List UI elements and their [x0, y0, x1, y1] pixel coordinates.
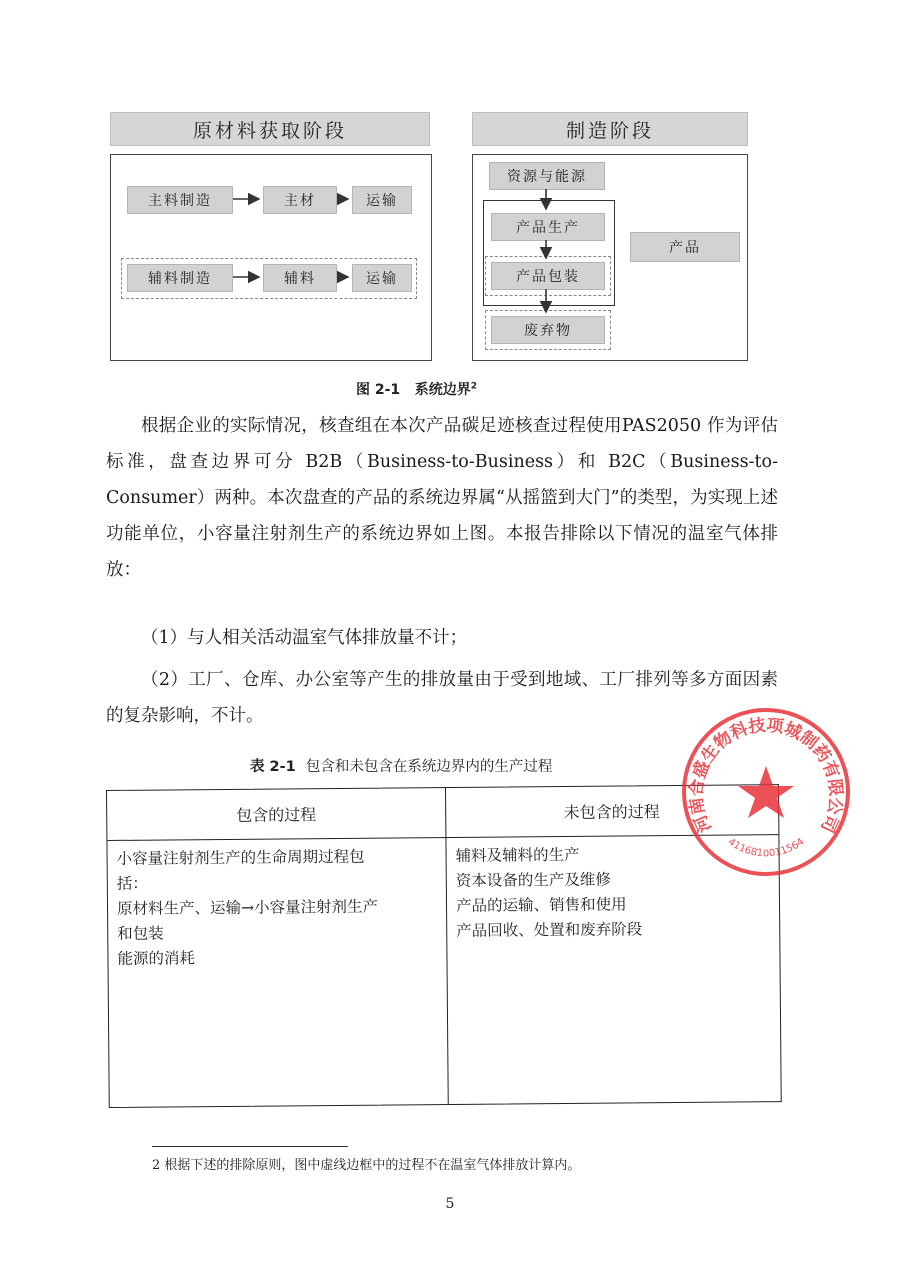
- raw-transport-box-2: 运输: [352, 264, 412, 292]
- table-caption: [250, 755, 552, 776]
- main-material-box: 主材: [263, 186, 337, 214]
- seal-star-icon: [738, 766, 794, 818]
- company-seal-stamp: [678, 704, 854, 880]
- seal-company-name: 河南合盛生物科技项城制药有限公司: [686, 715, 846, 836]
- product-packaging-box: 产品包装: [491, 262, 605, 290]
- excluded-line: 资本设备的生产及维修: [455, 870, 611, 890]
- figure-caption-text: 系统边界: [414, 382, 471, 398]
- included-line: 原材料生产、运输→小容量注射剂生产: [116, 897, 379, 918]
- included-line: 和包装: [117, 924, 164, 943]
- product-output-box: 产品: [630, 232, 740, 262]
- excluded-line: 产品的运输、销售和使用: [455, 895, 627, 915]
- included-line: 小容量注射剂生产的生命周期过程包: [116, 847, 365, 868]
- footnote-number: 2: [152, 1158, 161, 1173]
- footnote-rule: [152, 1146, 348, 1147]
- figure-arrows: [0, 0, 900, 400]
- raw-material-stage-title: 原材料获取阶段: [110, 112, 430, 146]
- product-production-box: 产品生产: [491, 213, 605, 241]
- resources-energy-box: 资源与能源: [489, 162, 605, 190]
- exclusion-item-2: （2）工厂、仓库、办公室等产生的排放量由于受到地域、工厂排列等多方面因素的复杂影响，不计。: [106, 670, 778, 726]
- footnote: [152, 1154, 580, 1173]
- excluded-line: 产品回收、处置和废弃阶段: [456, 920, 643, 940]
- table-caption-text: 包含和未包含在系统边界内的生产过程: [305, 759, 553, 775]
- raw-transport-box-1: 运输: [352, 186, 412, 214]
- table-header-included: 包含的过程: [236, 805, 317, 825]
- included-processes-cell: [116, 844, 442, 972]
- main-material-manufacture-box: 主料制造: [127, 186, 233, 214]
- boundary-description-paragraph: 根据企业的实际情况，核查组在本次产品碳足迹核查过程使用PAS2050 作为评估标准，盘查边界可分 B2B（Business-to-Business）和 B2C（Business-to-Consumer）两种。本次盘查的产品的系统边界属“从摇篮到大门”的类型，为实现上述功能单位，小容量注射剂生产的系统边界如上图。本报告排除以下情况的温室气体排放：: [106, 416, 778, 580]
- figure-caption-footnote-ref: 2: [470, 381, 478, 392]
- seal-code: 4116810011564: [725, 836, 807, 860]
- exclusion-item-1: （1）与人相关活动温室气体排放量不计；: [141, 628, 468, 648]
- table-caption-label: 表 2-1: [250, 759, 296, 775]
- auxiliary-material-box: 辅料: [263, 264, 337, 292]
- excluded-line: 辅料及辅料的生产: [455, 845, 580, 865]
- included-line: 能源的消耗: [117, 949, 196, 968]
- manufacturing-stage-title: 制造阶段: [472, 112, 748, 146]
- figure-caption: [356, 379, 477, 399]
- page-number: 5: [445, 1196, 455, 1212]
- table-header-excluded: 未包含的过程: [563, 802, 660, 823]
- footnote-text: 根据下述的排除原则，图中虚线边框中的过程不在温室气体排放计算内。: [164, 1158, 581, 1173]
- included-line: 括：: [116, 874, 148, 893]
- auxiliary-material-manufacture-box: 辅料制造: [127, 264, 233, 292]
- figure-caption-label: 图 2-1: [356, 382, 401, 398]
- waste-box: 废弃物: [491, 316, 605, 344]
